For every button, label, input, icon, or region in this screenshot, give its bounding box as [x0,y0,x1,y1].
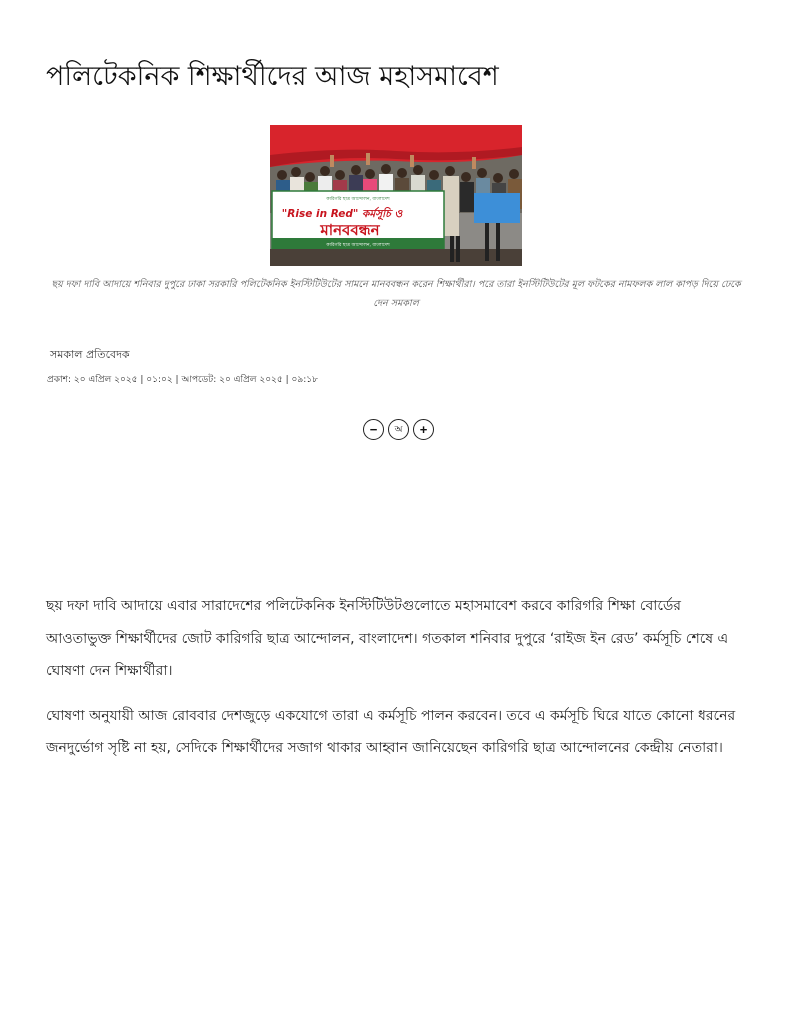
font-increase-button[interactable] [413,419,434,440]
font-decrease-button[interactable] [363,419,384,440]
banner-bottom-text: কারিগরি ছাত্র আন্দোলন, বাংলাদেশ [326,243,390,248]
banner-title-text: "Rise in Red" কর্মসূচি ও [281,208,403,220]
font-reset-button[interactable] [388,419,409,440]
article-photo [270,125,522,266]
banner-main-text: মানববন্ধন [320,221,380,239]
font-reset-label: অ [394,424,403,434]
paragraph: ঘোষণা অনুযায়ী আজ রোববার দেশজুড়ে একযোগে তারা এ কর্মসূচি পালন করবেন। তবে এ কর্মসূচি ঘিরে যাতে কোনো ধরনের জনদুর্ভোগ সৃষ্টি না হয়, সেদিকে শিক্ষার্থীদের সজাগ থাকার আহ্বান জানিয়েছেন কারিগরি ছাত্র আন্দোলনের কেন্দ্রীয় নেতারা। [46,707,736,756]
publish-dates: প্রকাশ: ২০ এপ্রিল ২০২৫ | ০১:০২ | আপডেট: ২০ এপ্রিল ২০২৫ | ০৯:১৮ [47,375,318,385]
headline: পলিটেকনিক শিক্ষার্থীদের আজ মহাসমাবেশ [46,61,499,92]
minus-icon: − [369,422,378,437]
font-size-controls [363,419,434,440]
photo-caption: ছয় দফা দাবি আদায়ে শনিবার দুপুরে ঢাকা সরকারি পলিটেকনিক ইনস্টিটিউটের সামনে মানববন্ধন করেন শিক্ষার্থীরা। পরে তারা ইনস্টিটিউটের মূল ফটকের নামফলক লাল কাপড় দিয়ে ঢেকে দেন সমকাল [51,279,741,309]
author-byline: সমকাল প্রতিবেদক [50,348,130,361]
article-body [46,590,746,777]
paragraph: ছয় দফা দাবি আদায়ে এবার সারাদেশের পলিটেকনিক ইনস্টিটিউটগুলোতে মহাসমাবেশ করবে কারিগরি শিক্ষা বোর্ডের আওতাভুক্ত শিক্ষার্থীদের জোট কারিগরি ছাত্র আন্দোলন, বাংলাদেশ। গতকাল শনিবার দুপুরে ‘রাইজ ইন রেড’ কর্মসূচি শেষে এ ঘোষণা দেন শিক্ষার্থীরা। [46,598,729,679]
plus-icon: + [419,422,428,437]
banner-top-text: কারিগরি ছাত্র আন্দোলন, বাংলাদেশ [326,197,390,202]
